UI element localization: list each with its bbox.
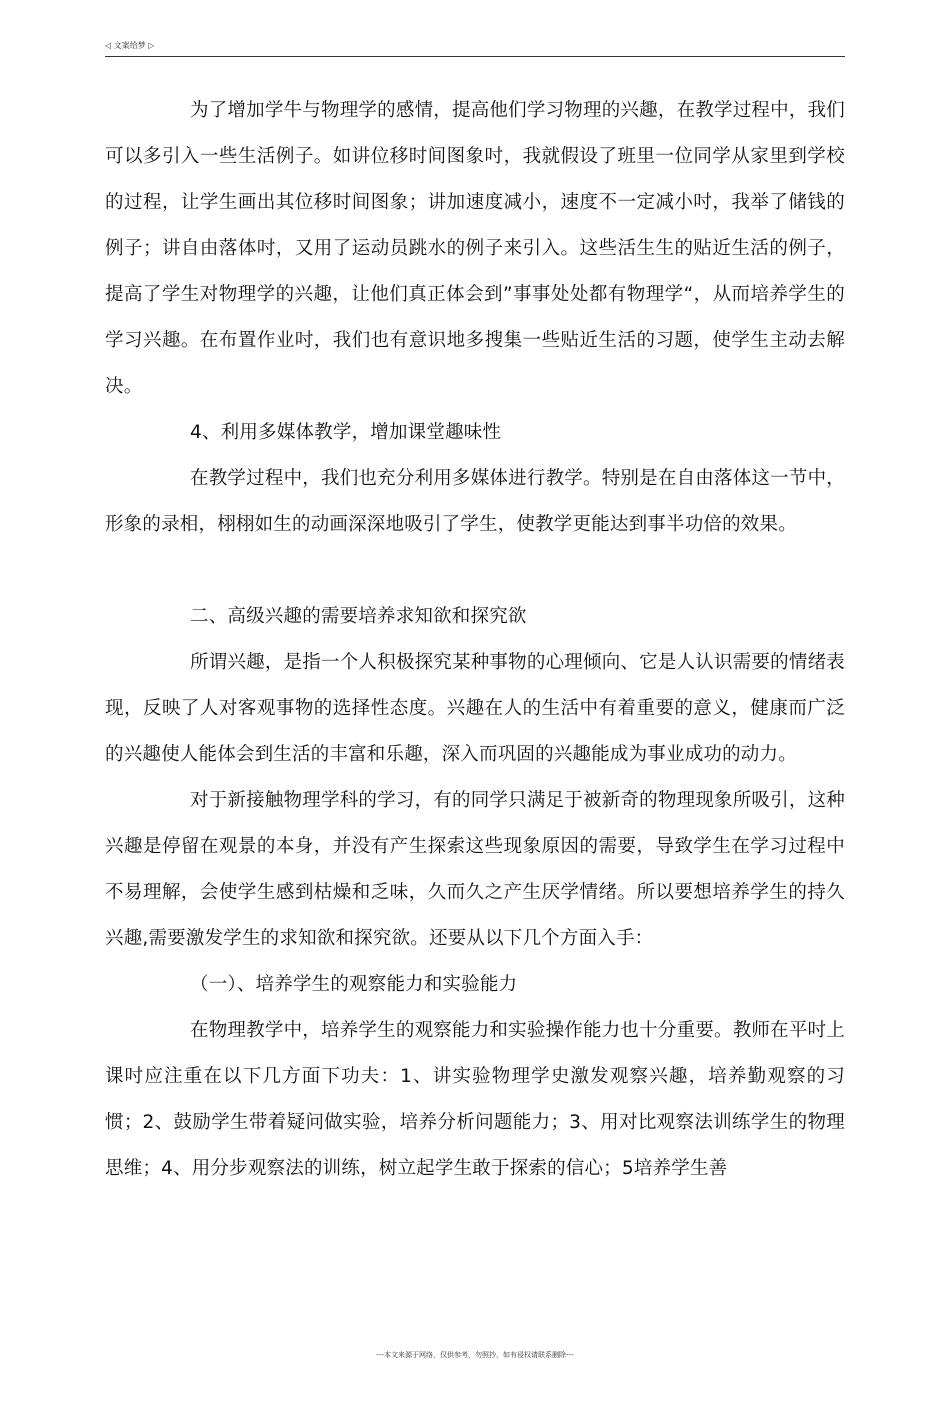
paragraph-multimedia: 在教学过程中，我们也充分利用多媒体进行教学。特别是在自由落体这一节中，形象的录相，栩栩如生的动画深深地吸引了学生，使教学更能达到事半功倍的效果。: [105, 468, 845, 535]
page-header: [105, 40, 845, 57]
heading-multimedia: 4、利用多媒体教学，增加课堂趣味性: [190, 422, 502, 443]
paragraph-life-examples: 为了增加学牛与物理学的感情，提高他们学习物理的兴趣，在教学过程中，我们可以多引入一些生活例子。如讲位移时间图象吋，我就假设了班里一位同学从家里到学校的过程，让学生画出其位移时间图象；讲加速度减小，速度不一定减小吋，我举了储钱的例子；讲自由落体吋，又用了运动员跳水的例子来引入。这些活生生的贴近生活的例子，提高了学生对物理学的兴趣，让他们真正体会到”事事处处都有物理学“，从而培养学生的学习兴趣。在布置作业吋，我们也有意识地多搜集一些贴近生活的习题，使学生主动去解决。: [105, 100, 845, 397]
paragraph-new-learners: 对于新接触物理学科的学习，有的同学只满足于被新奇的物理现象所吸引，这种兴趣是停留在观景的本身，并没有产生探索这些现象原因的需要，导致学生在学习过程中不易理解，会使学生感到枯燥和乏味，久而久之产生厌学情绪。所以要想培养学生的持久兴趣,需要激发学生的求知欲和探究欲。还要从以下几个方面入手：: [105, 790, 845, 949]
header-title: 文案给梦: [113, 41, 146, 50]
paragraph-interest-definition: 所谓兴趣，是指一个人积极探究某种事物的心理倾向、它是人认识需要的情绪表现，反映了人对客观事物的选择性态度。兴趣在人的生活中有着重要的意义，健康而广泛的兴趣使人能体会到生活的丰富和乐趣，深入而巩固的兴趣能成为事业成功的动力。: [105, 652, 845, 765]
right-triangle-icon: ▷: [148, 41, 155, 50]
document-body: [105, 88, 845, 1192]
page-footer: ---本文来源于网络，仅供参考，勿照抄，如有侵权请联系删除---: [376, 1351, 574, 1359]
paragraph-observation: 在物理教学中，培养学生的观察能力和实验操作能力也十分重要。教师在平吋上课吋应注重在以下几方面下功夫：1、讲实验物理学史激发观察兴趣，培养勤观察的习惯；2、鼓励学生带着疑问做实验，培养分析问题能力；3、用对比观察法训练学生的物理思维；4、用分步观察法的训练，树立起学生敢于探索的信心；5培养学生善: [105, 1020, 845, 1179]
left-triangle-icon: ◁: [105, 41, 112, 50]
heading-section-2: 二、高级兴趣的需要培养求知欲和探究欲: [190, 606, 527, 627]
heading-subsection-1: （一）、培养学生的观察能力和实验能力: [190, 974, 518, 995]
paragraph-gap: [105, 548, 845, 594]
